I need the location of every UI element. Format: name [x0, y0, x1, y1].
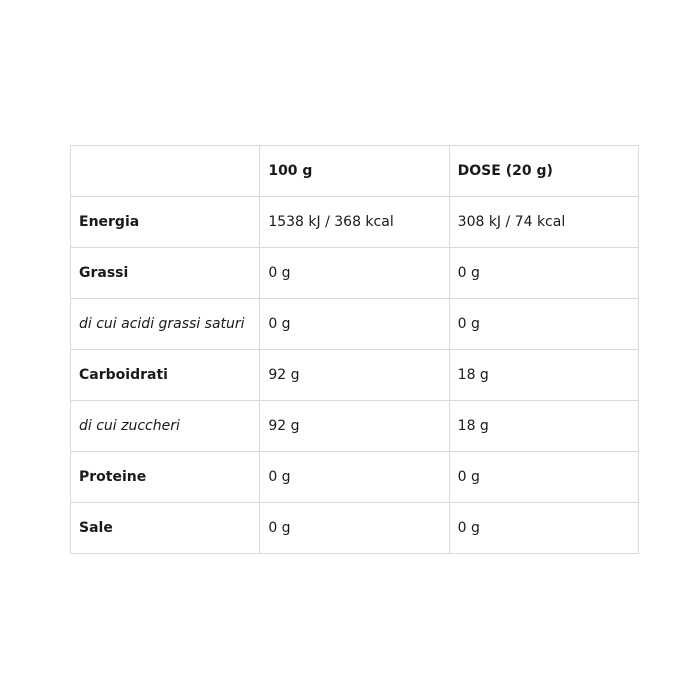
row-value-per-100g: 0 g [260, 452, 449, 503]
row-value-per-dose: 308 kJ / 74 kcal [449, 197, 638, 248]
header-empty-cell [71, 146, 260, 197]
row-value-per-dose: 0 g [449, 299, 638, 350]
table-row [71, 350, 639, 401]
header-per-100g: 100 g [260, 146, 449, 197]
table-header-row [71, 146, 639, 197]
header-per-dose: DOSE (20 g) [449, 146, 638, 197]
table-row [71, 248, 639, 299]
row-value-per-dose: 18 g [449, 401, 638, 452]
row-label-proteine: Proteine [71, 452, 260, 503]
row-label-carboidrati: Carboidrati [71, 350, 260, 401]
row-value-per-100g: 92 g [260, 350, 449, 401]
table-row [71, 197, 639, 248]
row-value-per-100g: 92 g [260, 401, 449, 452]
table-row [71, 401, 639, 452]
row-label-saturi: di cui acidi grassi saturi [71, 299, 260, 350]
table-row [71, 503, 639, 554]
row-label-grassi: Grassi [71, 248, 260, 299]
row-value-per-dose: 18 g [449, 350, 638, 401]
nutrition-table [70, 145, 639, 554]
row-value-per-dose: 0 g [449, 452, 638, 503]
row-label-energia: Energia [71, 197, 260, 248]
row-value-per-100g: 0 g [260, 248, 449, 299]
row-value-per-100g: 0 g [260, 299, 449, 350]
row-value-per-dose: 0 g [449, 248, 638, 299]
row-label-zuccheri: di cui zuccheri [71, 401, 260, 452]
row-value-per-dose: 0 g [449, 503, 638, 554]
table-row [71, 299, 639, 350]
table-row [71, 452, 639, 503]
row-value-per-100g: 1538 kJ / 368 kcal [260, 197, 449, 248]
row-label-sale: Sale [71, 503, 260, 554]
row-value-per-100g: 0 g [260, 503, 449, 554]
